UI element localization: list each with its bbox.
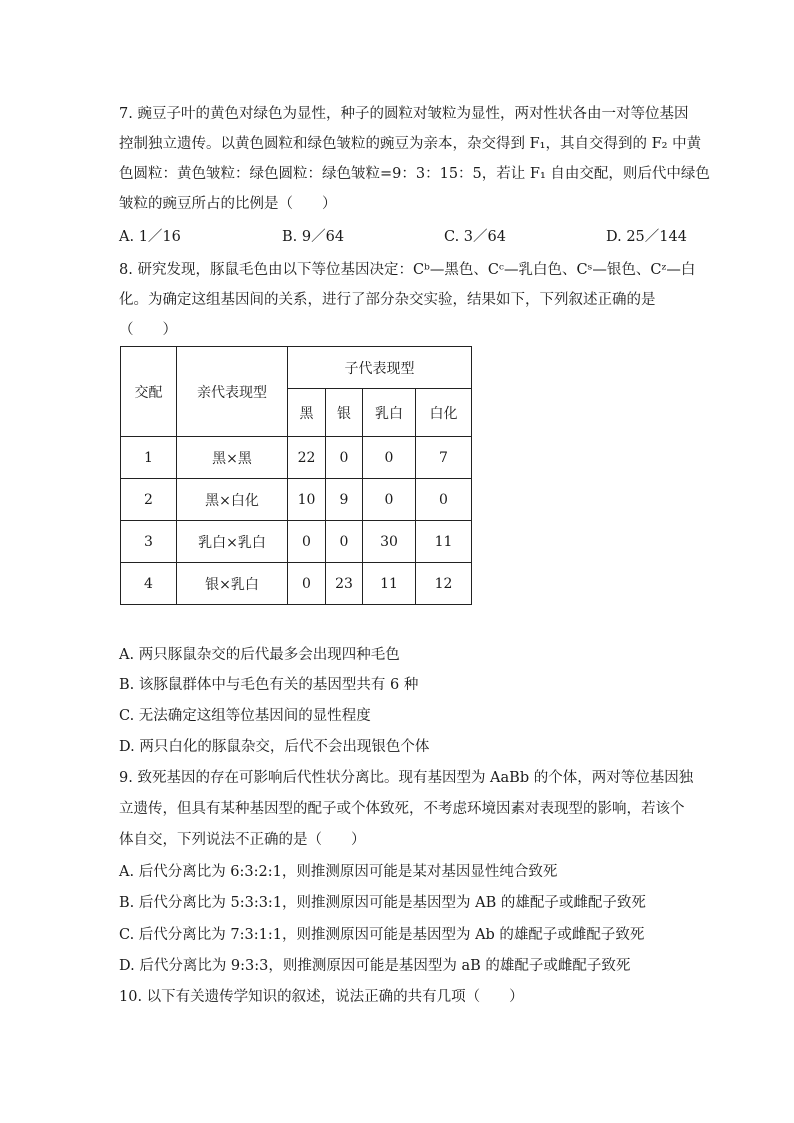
q8-line-3: （ ） xyxy=(119,322,177,338)
cross-results-table xyxy=(120,346,472,605)
q7-option-a: A. 1／16 xyxy=(119,229,181,245)
q10-line-1: 10. 以下有关遗传学知识的叙述，说法正确的共有几项（ ） xyxy=(119,989,524,1005)
q9-option-d: D. 后代分离比为 9:3:3，则推测原因可能是基因型为 aB 的雄配子或雌配子致死 xyxy=(119,958,631,974)
q7-line-2: 控制独立遗传。以黄色圆粒和绿色皱粒的豌豆为亲本，杂交得到 F₁，其自交得到的 F₂ 中黄 xyxy=(119,136,702,152)
count-creamy: 0 xyxy=(363,479,416,521)
count-albino: 7 xyxy=(416,437,472,479)
count-creamy: 11 xyxy=(363,563,416,605)
q8-line-2: 化。为确定这组基因间的关系，进行了部分杂交实验，结果如下，下列叙述正确的是 xyxy=(119,292,656,308)
q7-line-1: 7. 豌豆子叶的黄色对绿色为显性，种子的圆粒对皱粒为显性，两对性状各由一对等位基因 xyxy=(119,106,689,122)
cross-number: 2 xyxy=(121,479,177,521)
cross-number: 4 xyxy=(121,563,177,605)
cross-number: 3 xyxy=(121,521,177,563)
q9-option-b: B. 后代分离比为 5:3:3:1，则推测原因可能是基因型为 AB 的雄配子或雌配子致死 xyxy=(119,895,646,911)
parent-phenotype: 黑×白化 xyxy=(177,479,288,521)
q8-option-b: B. 该豚鼠群体中与毛色有关的基因型共有 6 种 xyxy=(119,677,419,693)
count-albino: 0 xyxy=(416,479,472,521)
col-albino: 白化 xyxy=(416,389,472,437)
col-silver: 银 xyxy=(326,389,363,437)
count-silver: 0 xyxy=(326,437,363,479)
parent-phenotype: 银×乳白 xyxy=(177,563,288,605)
col-black: 黑 xyxy=(288,389,326,437)
q7-option-c: C. 3／64 xyxy=(444,229,506,245)
count-silver: 23 xyxy=(326,563,363,605)
table-row xyxy=(121,437,472,479)
count-creamy: 30 xyxy=(363,521,416,563)
q7-option-b: B. 9／64 xyxy=(282,229,345,245)
q9-line-1: 9. 致死基因的存在可影响后代性状分离比。现有基因型为 AaBb 的个体，两对等位基因独 xyxy=(119,770,694,786)
count-silver: 9 xyxy=(326,479,363,521)
q7-line-4: 皱粒的豌豆所占的比例是（ ） xyxy=(119,196,337,212)
parent-phenotype: 乳白×乳白 xyxy=(177,521,288,563)
col-creamy: 乳白 xyxy=(363,389,416,437)
cross-number: 1 xyxy=(121,437,177,479)
q8-option-a: A. 两只豚鼠杂交的后代最多会出现四种毛色 xyxy=(119,647,400,663)
count-creamy: 0 xyxy=(363,437,416,479)
q7-line-3: 色圆粒：黄色皱粒：绿色圆粒：绿色皱粒=9：3：15：5，若让 F₁ 自由交配，则后代中绿色 xyxy=(119,166,710,182)
header-cross: 交配 xyxy=(121,347,177,437)
table-row xyxy=(121,563,472,605)
count-black: 0 xyxy=(288,521,326,563)
header-parent-phenotype: 亲代表现型 xyxy=(177,347,288,437)
count-black: 0 xyxy=(288,563,326,605)
count-black: 22 xyxy=(288,437,326,479)
q9-option-a: A. 后代分离比为 6:3:2:1，则推测原因可能是某对基因显性纯合致死 xyxy=(119,864,558,880)
q8-option-c: C. 无法确定这组等位基因间的显性程度 xyxy=(119,708,371,724)
q7-options xyxy=(119,227,687,247)
count-albino: 12 xyxy=(416,563,472,605)
q9-line-2: 立遗传，但具有某种基因型的配子或个体致死，不考虑环境因素对表现型的影响，若该个 xyxy=(119,801,685,817)
table-row xyxy=(121,521,472,563)
q9-line-3: 体自交，下列说法不正确的是（ ） xyxy=(119,832,366,848)
count-silver: 0 xyxy=(326,521,363,563)
table-row xyxy=(121,479,472,521)
count-black: 10 xyxy=(288,479,326,521)
parent-phenotype: 黑×黑 xyxy=(177,437,288,479)
q7-option-d: D. 25／144 xyxy=(606,229,687,245)
header-offspring-phenotype: 子代表现型 xyxy=(288,347,472,389)
count-albino: 11 xyxy=(416,521,472,563)
q8-option-d: D. 两只白化的豚鼠杂交，后代不会出现银色个体 xyxy=(119,739,430,755)
q8-line-1: 8. 研究发现，豚鼠毛色由以下等位基因决定：Cᵇ—黑色、Cᶜ—乳白色、Cˢ—银色、Cᶻ—白 xyxy=(119,262,696,278)
q9-option-c: C. 后代分离比为 7:3:1:1，则推测原因可能是基因型为 Ab 的雄配子或雌配子致死 xyxy=(119,927,645,943)
